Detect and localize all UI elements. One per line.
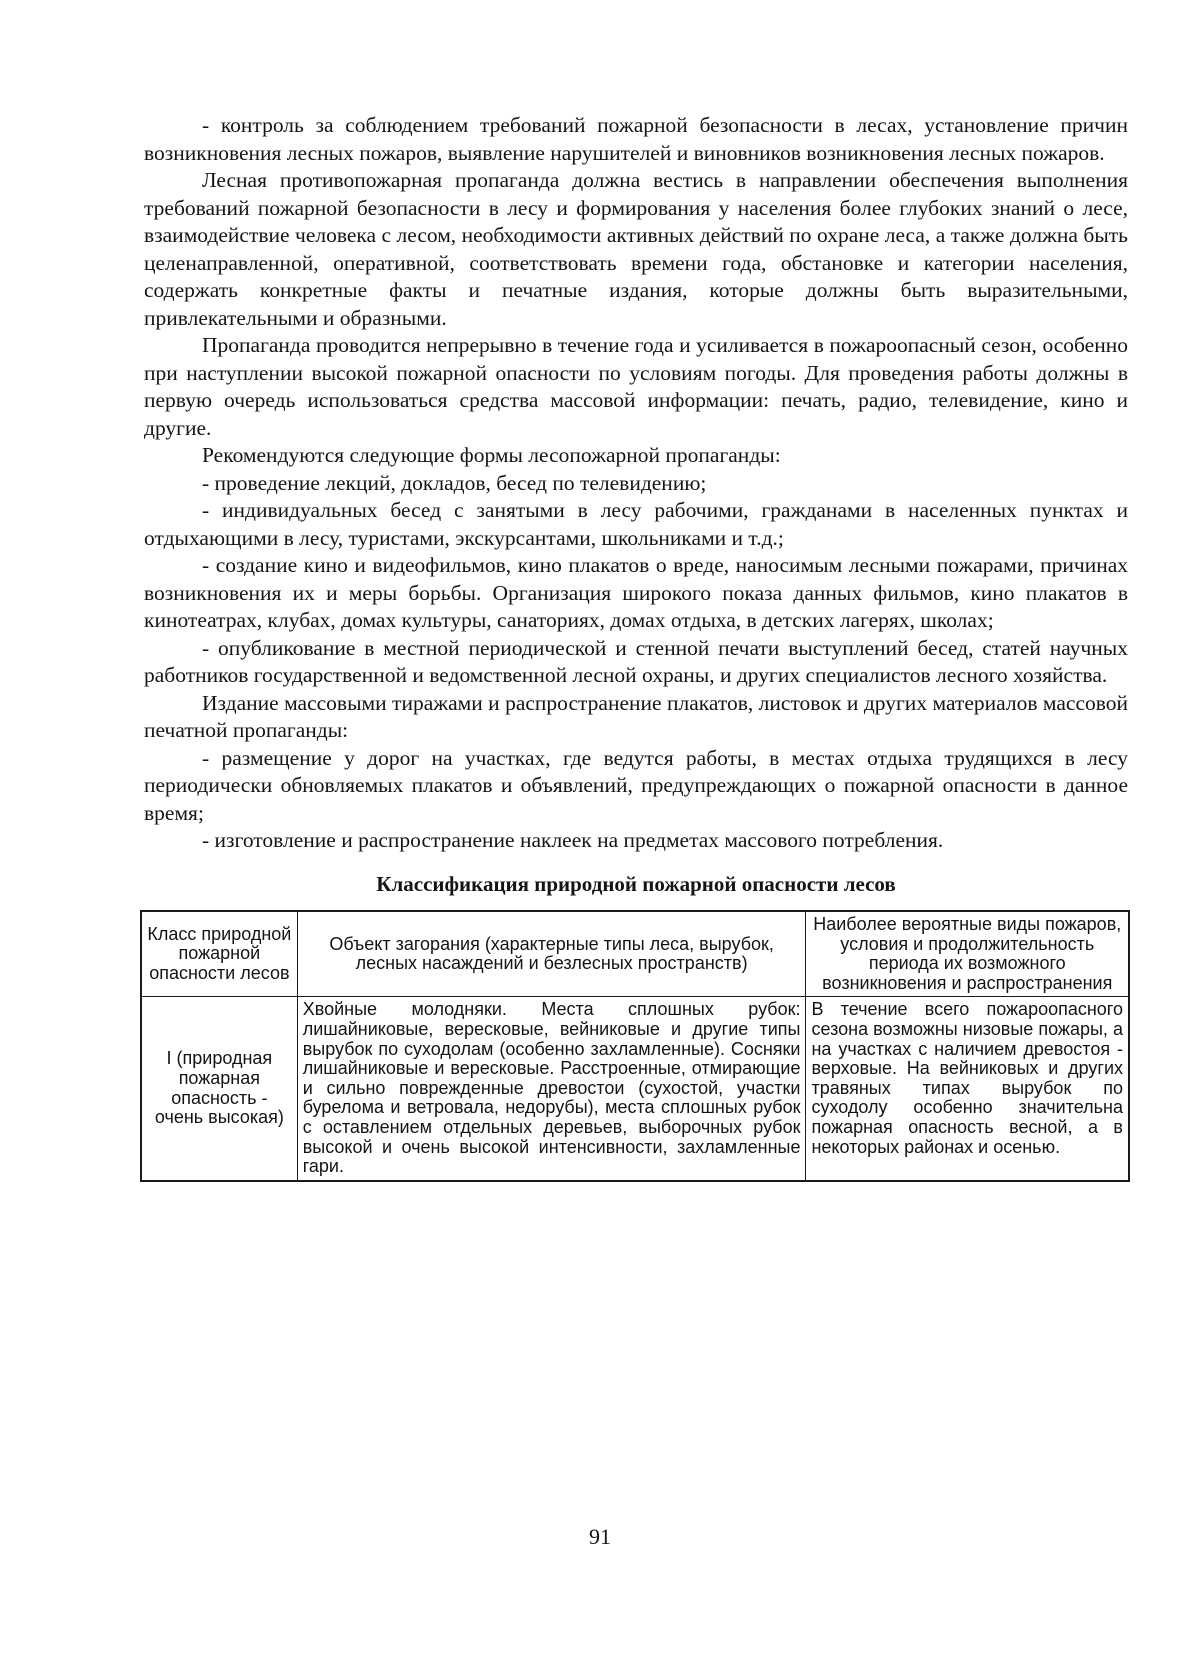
paragraph: Лесная противопожарная пропаганда должна вестись в направлении обеспечения выполнения требований пожарной безопасности в лесу и формирования у населения более глубоких знаний о лесе, взаимодействие человека с лесом, необходимости активных действий по охране леса, а также должна быть целенаправленной, оперативной, соответствовать времени года, обстановке и категории населения, содержать конкретные факты и печатные издания, которые должны быть выразительными, привлекательными и образными.: [144, 168, 1128, 330]
list-item: - размещение у дорог на участках, где ведутся работы, в местах отдыха трудящихся в лесу периодически обновляемых плакатов и объявлений, предупреждающих о пожарной опасности в данное время;: [144, 745, 1128, 825]
table-cell-class: I (природная пожарная опасность - очень высокая): [141, 997, 297, 1181]
table-cell-fire-types: В течение всего пожароопасного сезона возможны низовые пожары, а на участках с наличием древостоя - верховые. На вейниковых и других травяных типах вырубок по суходолу особенно значительна пожарная опасность весной, а в некоторых районах и осенью.: [806, 997, 1129, 1181]
page-body: [144, 112, 1128, 1182]
header-class: Класс природной пожарной опасности лесов: [141, 911, 297, 997]
table-row: [141, 997, 1129, 1181]
list-item: - создание кино и видеофильмов, кино плакатов о вреде, наносимым лесными пожарами, причинах возникновения их и меры борьбы. Организация широкого показа данных фильмов, кино плакатов в кинотеатрах, клубах, домах культуры, санаториях, домах отдыха, в детских лагерях, школах;: [144, 553, 1128, 632]
table-caption: Классификация природной пожарной опасности лесов: [376, 871, 896, 896]
paragraph: Пропаганда проводится непрерывно в течение года и усиливается в пожароопасный сезон, особенно при наступлении высокой пожарной опасности по условиям погоды. Для проведения работы должны в первую очередь использоваться средства массовой информации: печать, радио, телевидение, кино и другие.: [144, 333, 1128, 440]
page-number: 91: [589, 1524, 611, 1549]
paragraph: Издание массовыми тиражами и распространение плакатов, листовок и других материалов массовой печатной пропаганды:: [144, 690, 1128, 742]
table-cell-object: Хвойные молодняки. Места сплошных рубок: лишайниковые, вересковые, вейниковые и другие типы вырубок по суходолам (особенно захламленные). Сосняки лишайниковые и вересковые. Расстроенные, отмирающие и сильно поврежденные древостои (сухостой, участки бурелома и ветровала, недорубы), места сплошных рубок с оставлением отдельных деревьев, выборочных рубок высокой и очень высокой интенсивности, захламленные гари.: [297, 997, 806, 1181]
list-item: - опубликование в местной периодической и стенной печати выступлений бесед, статей научных работников государственной и ведомственной лесной охраны, и других специалистов лесного хозяйства.: [144, 635, 1128, 687]
header-object: Объект загорания (характерные типы леса, вырубок, лесных насаждений и безлесных пространств): [297, 911, 806, 997]
fire-danger-classification-table: [140, 910, 1130, 1182]
list-item: - проведение лекций, докладов, бесед по телевидению;: [202, 470, 707, 495]
header-fire-types: Наиболее вероятные виды пожаров, условия и продолжительность периода их возможного возникновения и распространения: [806, 911, 1129, 997]
table-header-row: [141, 911, 1129, 997]
paragraph: - контроль за соблюдением требований пожарной безопасности в лесах, установление причин возникновения лесных пожаров, выявление нарушителей и виновников возникновения лесных пожаров.: [144, 113, 1128, 165]
paragraph: Рекомендуются следующие формы лесопожарной пропаганды:: [202, 443, 781, 467]
list-item: - индивидуальных бесед с занятыми в лесу рабочими, гражданами в населенных пунктах и отдыхающими в лесу, туристами, экскурсантами, школьниками и т.д.;: [144, 498, 1128, 550]
list-item: - изготовление и распространение наклеек на предметах массового потребления.: [202, 828, 944, 852]
